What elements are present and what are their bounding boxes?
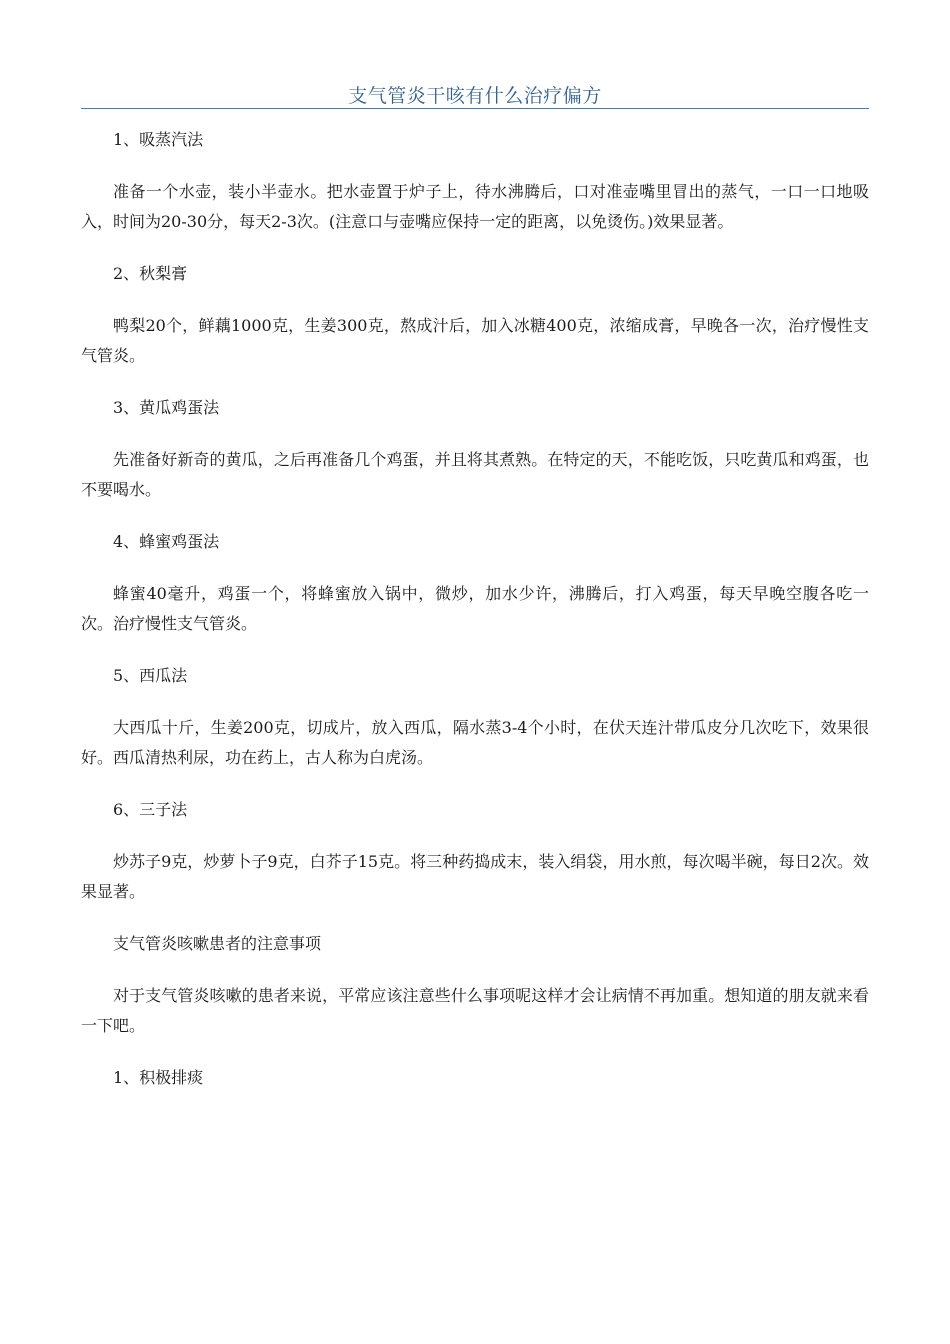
paragraph: 对于支气管炎咳嗽的患者来说，平常应该注意些什么事项呢这样才会让病情不再加重。想知道的朋友就来看一下吧。 bbox=[81, 986, 869, 1035]
section-heading: 5、西瓜法 bbox=[113, 666, 188, 685]
section-heading: 6、三子法 bbox=[113, 800, 188, 819]
section-heading: 4、蜂蜜鸡蛋法 bbox=[113, 532, 220, 551]
section-heading: 2、秋梨膏 bbox=[113, 264, 188, 283]
title-underline bbox=[81, 108, 869, 109]
document-title: 支气管炎干咳有什么治疗偏方 bbox=[348, 85, 602, 107]
section-heading: 支气管炎咳嗽患者的注意事项 bbox=[113, 934, 322, 953]
paragraph: 蜂蜜40毫升，鸡蛋一个，将蜂蜜放入锅中，微炒，加水少许，沸腾后，打入鸡蛋，每天早晚空腹各吃一次。治疗慢性支气管炎。 bbox=[81, 584, 869, 633]
paragraph: 准备一个水壶，装小半壶水。把水壶置于炉子上，待水沸腾后，口对准壶嘴里冒出的蒸气，一口一口地吸入，时间为20-30分，每天2-3次。(注意口与壶嘴应保持一定的距离，以免烫伤。)效果显著。 bbox=[81, 182, 869, 231]
section-heading: 1、积极排痰 bbox=[113, 1068, 204, 1087]
document-body bbox=[81, 125, 869, 1115]
section-heading: 1、吸蒸汽法 bbox=[113, 130, 204, 149]
section-heading: 3、黄瓜鸡蛋法 bbox=[113, 398, 220, 417]
paragraph: 鸭梨20个，鲜藕1000克，生姜300克，熬成汁后，加入冰糖400克，浓缩成膏，早晚各一次，治疗慢性支气管炎。 bbox=[81, 316, 869, 365]
paragraph: 炒苏子9克，炒萝卜子9克，白芥子15克。将三种药捣成末，装入绢袋，用水煎，每次喝半碗，每日2次。效果显著。 bbox=[81, 852, 869, 901]
paragraph: 大西瓜十斤，生姜200克，切成片，放入西瓜，隔水蒸3-4个小时，在伏天连汁带瓜皮分几次吃下，效果很好。西瓜清热利尿，功在药上，古人称为白虎汤。 bbox=[81, 718, 869, 767]
paragraph: 先准备好新奇的黄瓜，之后再准备几个鸡蛋，并且将其煮熟。在特定的天，不能吃饭，只吃黄瓜和鸡蛋，也不要喝水。 bbox=[81, 450, 869, 499]
